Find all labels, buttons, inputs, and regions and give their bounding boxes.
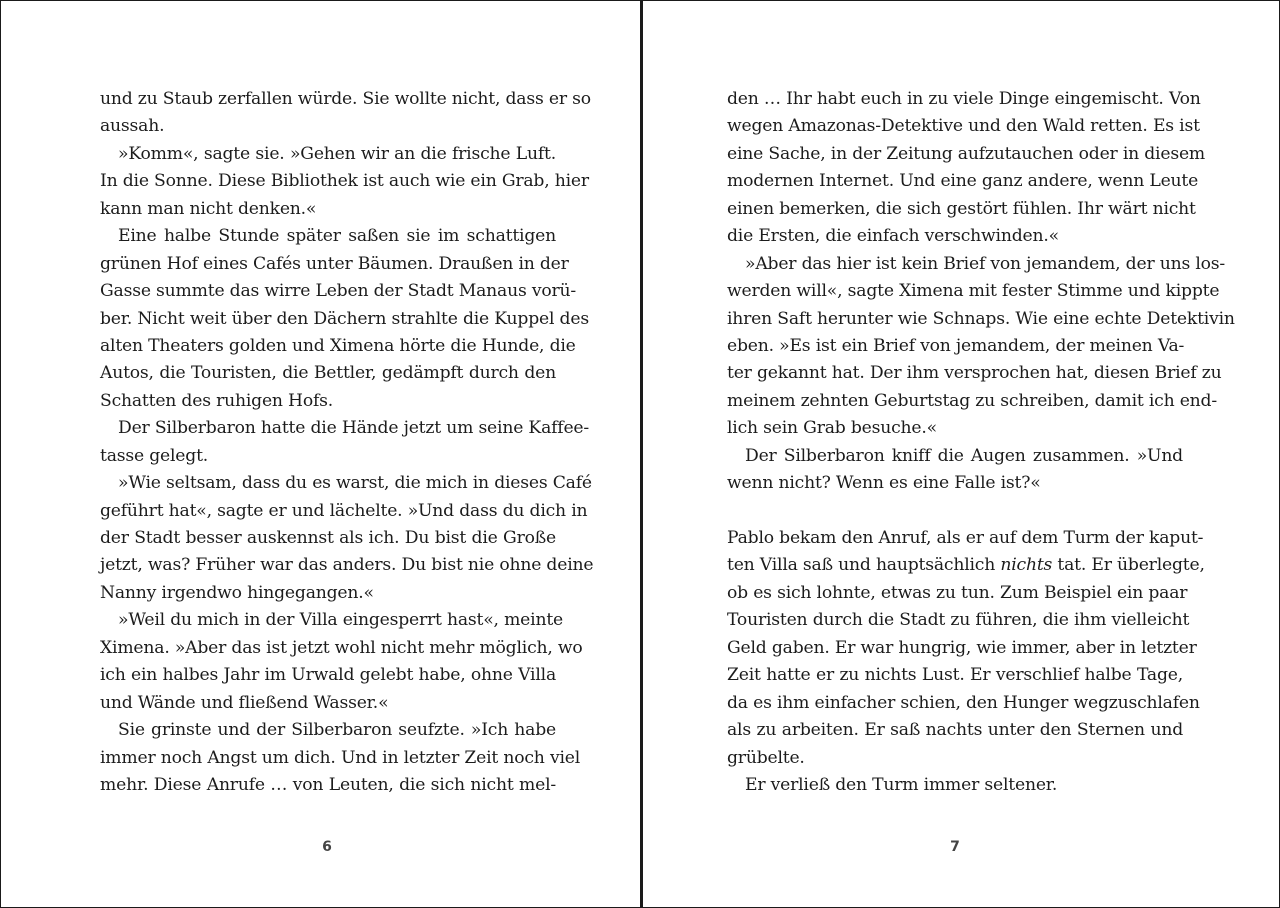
text-line: werden will«, sagte Ximena mit fester Stimme und kippte	[727, 281, 1220, 302]
text-line: Ximena. »Aber das ist jetzt wohl nicht mehr möglich, wo	[100, 637, 583, 658]
text-line: einen bemerken, die sich gestört fühlen. Ihr wärt nicht	[727, 198, 1196, 219]
text-line: ob es sich lohnte, etwas zu tun. Zum Beispiel ein paar	[727, 582, 1188, 603]
text-line: lich sein Grab besuche.«	[727, 418, 937, 439]
text-line: Pablo bekam den Anruf, als er auf dem Turm der kaput-	[727, 528, 1204, 548]
text-line: meinem zehnten Geburtstag zu schreiben, damit ich end-	[727, 390, 1217, 411]
page-number-left: 6	[322, 839, 332, 855]
text-line: da es ihm einfacher schien, den Hunger wegzuschlafen	[727, 692, 1200, 713]
text-line: tasse gelegt.	[100, 445, 209, 466]
text-line: immer noch Angst um dich. Und in letzter Zeit noch viel	[100, 747, 581, 768]
text-line: Sie grinste und der Silberbaron seufzte. »Ich habe	[118, 720, 556, 741]
page-number-right: 7	[950, 839, 960, 855]
text-line: der Stadt besser auskennst als ich. Du bist die Große	[100, 528, 556, 548]
text-line: geführt hat«, sagte er und lächelte. »Und dass du dich in	[100, 500, 588, 521]
text-line: kann man nicht denken.«	[100, 198, 317, 219]
text-line: mehr. Diese Anrufe … von Leuten, die sich nicht mel-	[100, 774, 556, 795]
text-line: »Aber das hier ist kein Brief von jemandem, der uns los-	[745, 253, 1226, 274]
text-line: als zu arbeiten. Er saß nachts unter den Sternen und	[727, 720, 1183, 741]
text-line: Er verließ den Turm immer seltener.	[745, 774, 1058, 795]
text-line: Autos, die Touristen, die Bettler, gedämpft durch den	[100, 363, 556, 384]
book-gutter	[640, 1, 643, 907]
text-line: wegen Amazonas-Detektive und den Wald retten. Es ist	[727, 116, 1200, 137]
text-line: ihren Saft herunter wie Schnaps. Wie eine echte Detektivin	[727, 308, 1235, 329]
text-line: ich ein halbes Jahr im Urwald gelebt habe, ohne Villa	[100, 665, 556, 686]
text-line: und Wände und fließend Wasser.«	[100, 692, 389, 713]
text-line: »Komm«, sagte sie. »Gehen wir an die frische Luft.	[118, 143, 556, 164]
right-page	[727, 86, 1235, 799]
text-line: Der Silberbaron hatte die Hände jetzt um seine Kaffee-	[118, 418, 589, 439]
text-line: Nanny irgendwo hingegangen.«	[100, 582, 374, 603]
text-line: Schatten des ruhigen Hofs.	[100, 390, 334, 411]
text-line: grünen Hof eines Cafés unter Bäumen. Draußen in der	[100, 253, 569, 274]
text-line: eben. »Es ist ein Brief von jemandem, der meinen Va-	[727, 335, 1185, 356]
text-line: den … Ihr habt euch in zu viele Dinge eingemischt. Von	[727, 89, 1201, 109]
text-line: »Weil du mich in der Villa eingesperrt hast«, meinte	[118, 610, 564, 631]
text-line: »Wie seltsam, dass du es warst, die mich in dieses Café	[118, 473, 592, 494]
text-line: aussah.	[100, 116, 165, 137]
text-span: tat. Er überlegte,	[1057, 555, 1205, 576]
text-line	[727, 552, 1205, 579]
text-line: alten Theaters golden und Ximena hörte die Hunde, die	[100, 335, 576, 356]
text-line: die Ersten, die einfach verschwinden.«	[727, 226, 1059, 247]
text-line: Eine halbe Stunde später saßen sie im schattigen	[118, 226, 556, 247]
section-break	[727, 498, 1183, 525]
text-line: und zu Staub zerfallen würde. Sie wollte nicht, dass er so	[100, 89, 591, 109]
text-line: Geld gaben. Er war hungrig, wie immer, aber in letzter	[727, 637, 1197, 658]
text-span: ten Villa saß und hauptsächlich	[727, 555, 996, 576]
text-line: Zeit hatte er zu nichts Lust. Er verschlief halbe Tage,	[727, 665, 1183, 686]
emphasis-text: nichts	[1000, 555, 1053, 576]
text-line: Touristen durch die Stadt zu führen, die ihm vielleicht	[727, 610, 1190, 631]
text-line: modernen Internet. Und eine ganz andere, wenn Leute	[727, 171, 1199, 192]
text-line: ber. Nicht weit über den Dächern strahlte die Kuppel des	[100, 308, 589, 329]
text-line: jetzt, was? Früher war das anders. Du bist nie ohne deine	[100, 555, 594, 576]
text-line: grübelte.	[727, 747, 805, 768]
text-line: Der Silberbaron kniff die Augen zusammen. »Und	[745, 445, 1183, 466]
left-page	[100, 86, 594, 799]
text-line: eine Sache, in der Zeitung aufzutauchen oder in diesem	[727, 143, 1206, 164]
text-line: wenn nicht? Wenn es eine Falle ist?«	[727, 473, 1041, 494]
text-line: ter gekannt hat. Der ihm versprochen hat, diesen Brief zu	[727, 363, 1222, 384]
text-line: Gasse summte das wirre Leben der Stadt Manaus vorü-	[100, 281, 577, 302]
text-line: In die Sonne. Diese Bibliothek ist auch wie ein Grab, hier	[100, 171, 589, 192]
